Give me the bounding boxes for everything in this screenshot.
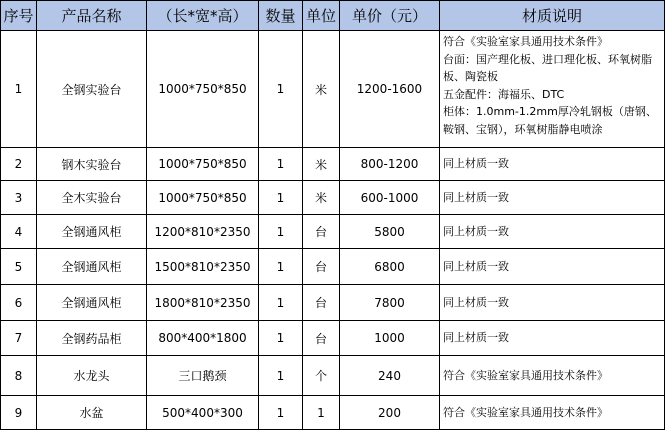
cell-desc <box>440 321 665 356</box>
table-row <box>1 396 665 430</box>
cell-price: 600-1000 <box>340 181 440 215</box>
desc-line: 同上材质一致 <box>443 259 509 273</box>
cell-unit: 米 <box>303 148 340 181</box>
desc-line: 同上材质一致 <box>443 331 509 345</box>
desc-line: 同上材质一致 <box>443 224 509 238</box>
cell-qty: 1 <box>259 31 303 148</box>
cell-size: 1800*810*2350 <box>147 285 259 321</box>
cell-name: 全钢通风柜 <box>37 285 147 321</box>
cell-unit: 台 <box>303 321 340 356</box>
cell-name: 钢木实验台 <box>37 148 147 181</box>
table-row <box>1 148 665 181</box>
cell-unit: 个 <box>303 356 340 396</box>
cell-size: 1000*750*850 <box>147 148 259 181</box>
cell-qty: 1 <box>259 356 303 396</box>
cell-qty: 1 <box>259 285 303 321</box>
desc-line: 台面：国产理化板、进口理化板、环氧树脂板、陶瓷板 <box>443 52 652 83</box>
header-no: 序号 <box>1 1 37 31</box>
cell-qty: 1 <box>259 249 303 285</box>
cell-price: 7800 <box>340 285 440 321</box>
cell-size: 1500*810*2350 <box>147 249 259 285</box>
cell-desc <box>440 215 665 249</box>
table-row <box>1 285 665 321</box>
cell-price: 800-1200 <box>340 148 440 181</box>
desc-line: 同上材质一致 <box>443 157 509 171</box>
table-row <box>1 181 665 215</box>
header-row <box>1 1 665 31</box>
cell-desc <box>440 356 665 396</box>
cell-size: 三口鹅颈 <box>147 356 259 396</box>
cell-no: 7 <box>1 321 37 356</box>
cell-no: 1 <box>1 31 37 148</box>
cell-unit: 台 <box>303 215 340 249</box>
desc-line: 同上材质一致 <box>443 295 509 309</box>
cell-name: 全钢通风柜 <box>37 215 147 249</box>
header-unit: 单位 <box>303 1 340 31</box>
cell-name: 全钢实验台 <box>37 31 147 148</box>
desc-line: 符合《实验室家具通用技术条件》 <box>443 368 608 382</box>
desc-line: 柜体：1.0mm-1.2mm厚冷轧钢板（唐钢、鞍钢、宝钢），环氧树脂静电喷涂 <box>443 105 657 136</box>
cell-no: 5 <box>1 249 37 285</box>
table-body <box>1 31 665 430</box>
cell-name: 水盆 <box>37 396 147 430</box>
table-row <box>1 321 665 356</box>
table-row <box>1 31 665 148</box>
cell-name: 全木实验台 <box>37 181 147 215</box>
cell-unit: 1 <box>303 396 340 430</box>
cell-qty: 1 <box>259 321 303 356</box>
cell-desc <box>440 396 665 430</box>
header-name: 产品名称 <box>37 1 147 31</box>
cell-desc <box>440 285 665 321</box>
cell-no: 6 <box>1 285 37 321</box>
header-price: 单价（元） <box>340 1 440 31</box>
desc-line: 同上材质一致 <box>443 190 509 204</box>
cell-qty: 1 <box>259 181 303 215</box>
desc-line: 符合《实验室家具通用技术条件》 <box>443 35 608 48</box>
cell-size: 800*400*1800 <box>147 321 259 356</box>
cell-price: 240 <box>340 356 440 396</box>
cell-unit: 米 <box>303 31 340 148</box>
cell-desc <box>440 181 665 215</box>
cell-no: 9 <box>1 396 37 430</box>
header-desc: 材质说明 <box>440 1 665 31</box>
cell-price: 1000 <box>340 321 440 356</box>
cell-size: 1200*810*2350 <box>147 215 259 249</box>
desc-line: 符合《实验室家具通用技术条件》 <box>443 405 608 419</box>
cell-name: 全钢药品柜 <box>37 321 147 356</box>
cell-size: 1000*750*850 <box>147 181 259 215</box>
desc-line: 五金配件：海福乐、DTC <box>443 87 565 101</box>
cell-no: 8 <box>1 356 37 396</box>
cell-price: 5800 <box>340 215 440 249</box>
cell-no: 2 <box>1 148 37 181</box>
cell-price: 6800 <box>340 249 440 285</box>
cell-unit: 台 <box>303 285 340 321</box>
cell-desc <box>440 249 665 285</box>
cell-price: 200 <box>340 396 440 430</box>
cell-size: 1000*750*850 <box>147 31 259 148</box>
header-qty: 数量 <box>259 1 303 31</box>
header-size: （长*宽*高） <box>147 1 259 31</box>
cell-desc <box>440 31 665 148</box>
cell-qty: 1 <box>259 215 303 249</box>
table-row <box>1 356 665 396</box>
cell-unit: 米 <box>303 181 340 215</box>
cell-no: 3 <box>1 181 37 215</box>
cell-no: 4 <box>1 215 37 249</box>
cell-qty: 1 <box>259 148 303 181</box>
cell-price: 1200-1600 <box>340 31 440 148</box>
cell-qty: 1 <box>259 396 303 430</box>
cell-size: 500*400*300 <box>147 396 259 430</box>
table-row <box>1 249 665 285</box>
cell-desc <box>440 148 665 181</box>
cell-name: 水龙头 <box>37 356 147 396</box>
cell-unit: 台 <box>303 249 340 285</box>
table-row <box>1 215 665 249</box>
cell-name: 全钢通风柜 <box>37 249 147 285</box>
